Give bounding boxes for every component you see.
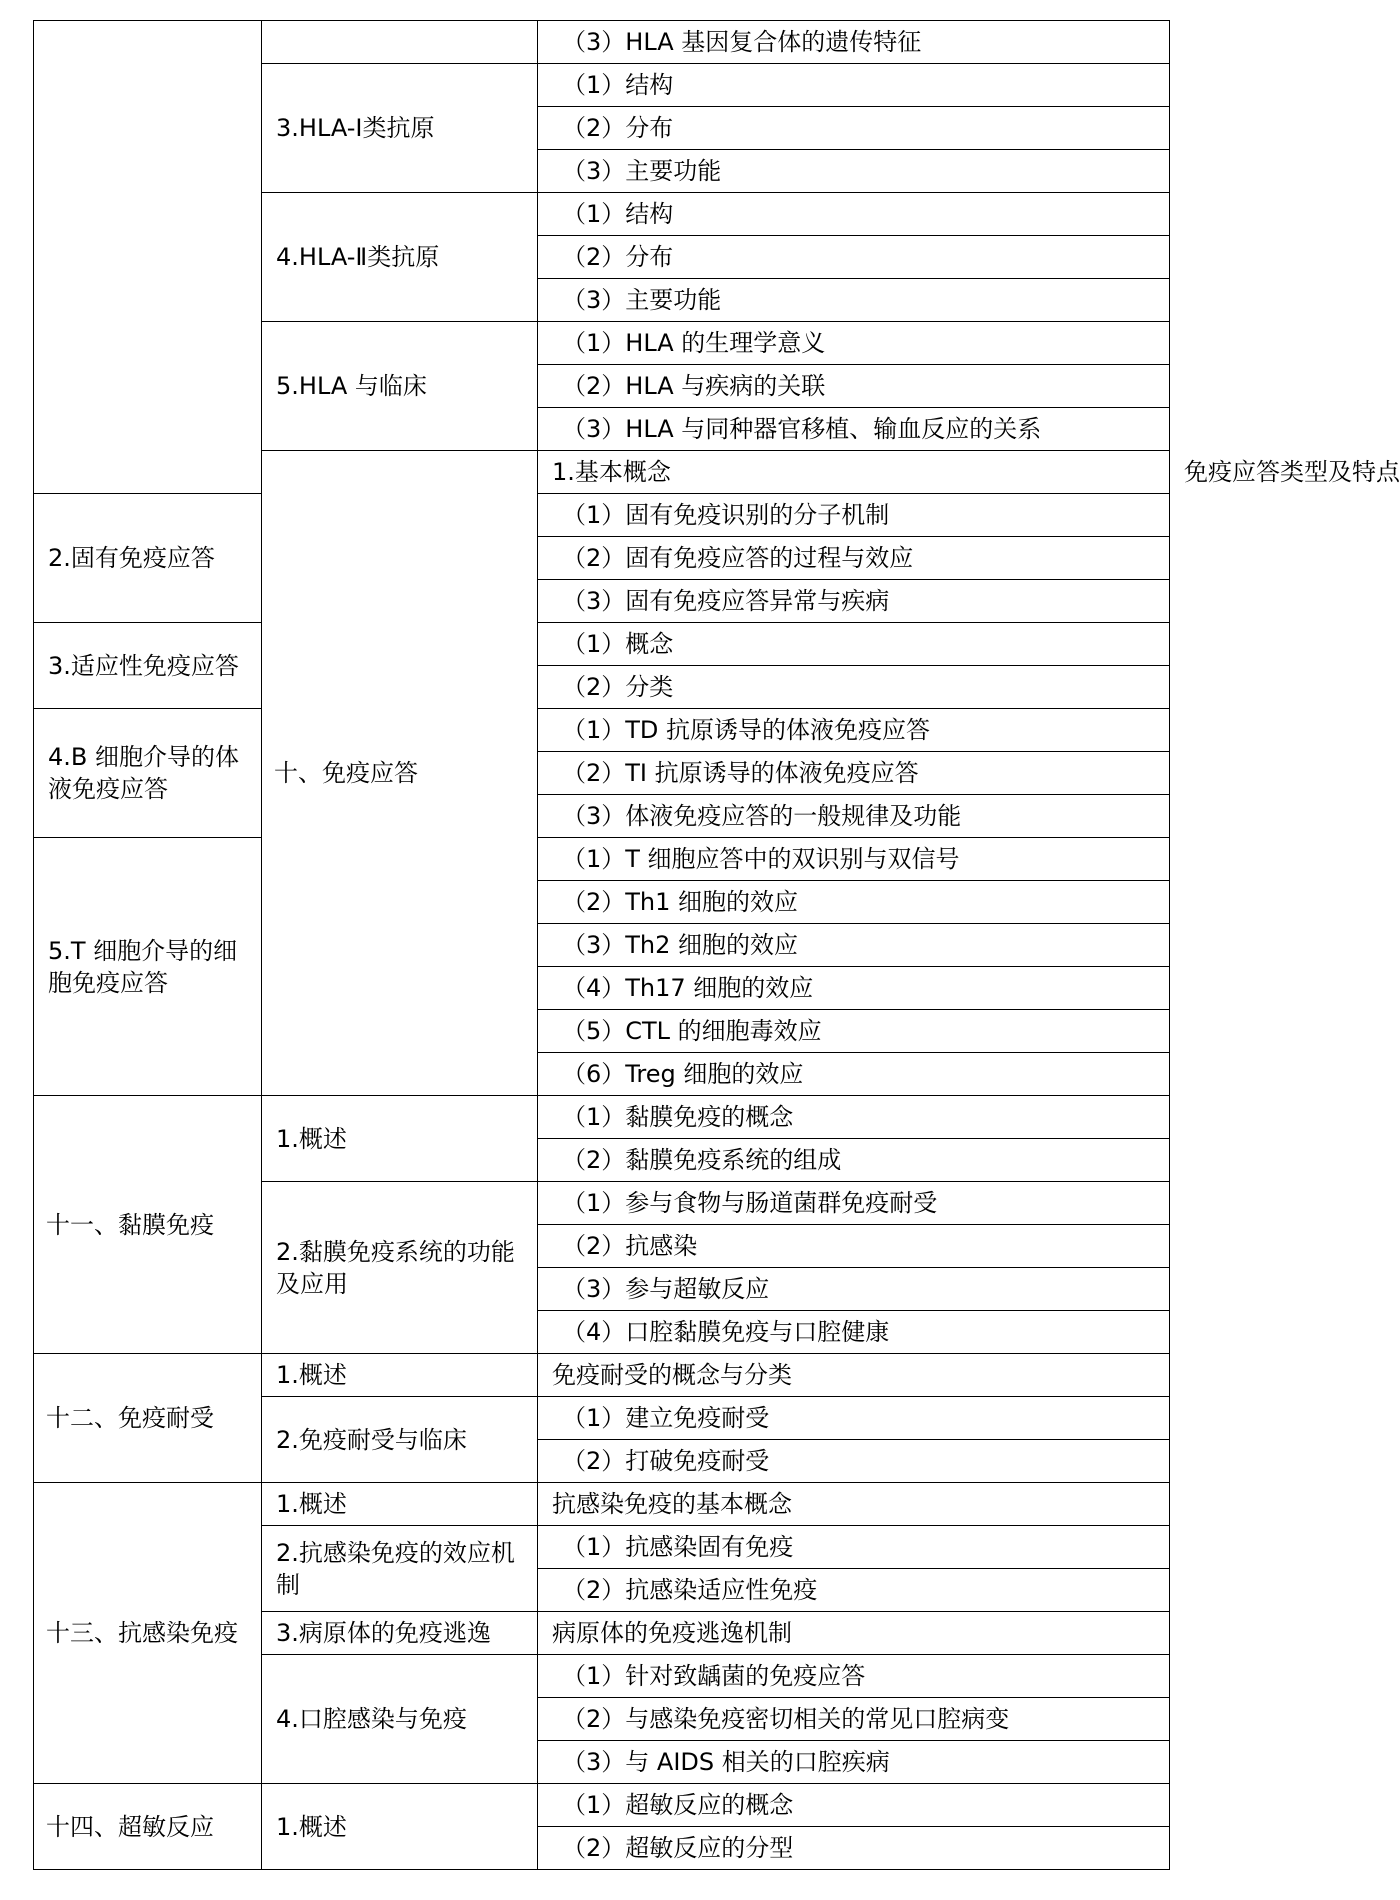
topic-cell: （1）参与食物与肠道菌群免疫耐受 — [538, 1182, 1170, 1225]
topic-cell: （2）抗感染 — [538, 1225, 1170, 1268]
unit-cell: 4.口腔感染与免疫 — [262, 1655, 538, 1784]
topic-cell: （1）黏膜免疫的概念 — [538, 1096, 1170, 1139]
topic-cell: （1）结构 — [538, 193, 1170, 236]
table-row — [34, 1784, 1170, 1827]
topic-cell: （3）HLA 与同种器官移植、输血反应的关系 — [538, 408, 1170, 451]
unit-cell: 1.概述 — [262, 1483, 538, 1526]
topic-cell: 免疫耐受的概念与分类 — [538, 1354, 1170, 1397]
chapter-cell: 十三、抗感染免疫 — [34, 1483, 262, 1784]
table-row — [34, 623, 1170, 666]
topic-cell: （3）与 AIDS 相关的口腔疾病 — [538, 1741, 1170, 1784]
topic-cell: （3）Th2 细胞的效应 — [538, 924, 1170, 967]
table-row — [34, 838, 1170, 881]
chapter-cell: 十二、免疫耐受 — [34, 1354, 262, 1483]
unit-cell: 4.HLA-Ⅱ类抗原 — [262, 193, 538, 322]
topic-cell: （2）固有免疫应答的过程与效应 — [538, 537, 1170, 580]
topic-cell: （3）固有免疫应答异常与疾病 — [538, 580, 1170, 623]
unit-cell: 2.固有免疫应答 — [34, 494, 262, 623]
topic-cell: （2）分类 — [538, 666, 1170, 709]
topic-cell: （1）结构 — [538, 64, 1170, 107]
topic-cell: （3）体液免疫应答的一般规律及功能 — [538, 795, 1170, 838]
topic-cell: （2）超敏反应的分型 — [538, 1827, 1170, 1870]
topic-cell: （4）口腔黏膜免疫与口腔健康 — [538, 1311, 1170, 1354]
table-row — [34, 1483, 1170, 1526]
unit-cell: 2.免疫耐受与临床 — [262, 1397, 538, 1483]
topic-cell: （1）概念 — [538, 623, 1170, 666]
topic-cell: （2）Th1 细胞的效应 — [538, 881, 1170, 924]
topic-cell: （2）抗感染适应性免疫 — [538, 1569, 1170, 1612]
topic-cell: （2）黏膜免疫系统的组成 — [538, 1139, 1170, 1182]
topic-cell: 病原体的免疫逃逸机制 — [538, 1612, 1170, 1655]
topic-cell: （1）抗感染固有免疫 — [538, 1526, 1170, 1569]
unit-cell — [262, 21, 538, 64]
unit-cell: 5.HLA 与临床 — [262, 322, 538, 451]
topic-cell: （3）主要功能 — [538, 150, 1170, 193]
topic-cell: （1）超敏反应的概念 — [538, 1784, 1170, 1827]
topic-cell: （5）CTL 的细胞毒效应 — [538, 1010, 1170, 1053]
topic-cell: （2）分布 — [538, 107, 1170, 150]
topic-cell: （2）打破免疫耐受 — [538, 1440, 1170, 1483]
unit-cell: 2.黏膜免疫系统的功能及应用 — [262, 1182, 538, 1354]
table-body — [34, 21, 1400, 1870]
unit-cell: 3.病原体的免疫逃逸 — [262, 1612, 538, 1655]
unit-cell: 5.T 细胞介导的细胞免疫应答 — [34, 838, 262, 1096]
unit-cell: 1.概述 — [262, 1354, 538, 1397]
topic-cell: （2）分布 — [538, 236, 1170, 279]
syllabus-table — [33, 20, 1400, 1870]
topic-cell: （1）TD 抗原诱导的体液免疫应答 — [538, 709, 1170, 752]
table-row: 十、免疫应答 1.基本概念 免疫应答类型及特点 — [34, 451, 1170, 494]
chapter-cell: 十一、黏膜免疫 — [34, 1096, 262, 1354]
topic-cell: （3）HLA 基因复合体的遗传特征 — [538, 21, 1170, 64]
chapter-cell: 十、免疫应答 — [262, 451, 538, 1096]
topic-cell: （2）与感染免疫密切相关的常见口腔病变 — [538, 1698, 1170, 1741]
unit-cell: 1.概述 — [262, 1784, 538, 1870]
table-row — [34, 709, 1170, 752]
unit-cell: 4.B 细胞介导的体液免疫应答 — [34, 709, 262, 838]
table-row — [34, 1096, 1170, 1139]
table-row — [34, 21, 1170, 64]
unit-cell: 2.抗感染免疫的效应机制 — [262, 1526, 538, 1612]
table-row — [34, 1354, 1170, 1397]
chapter-cell — [34, 21, 262, 494]
topic-cell: （1）T 细胞应答中的双识别与双信号 — [538, 838, 1170, 881]
topic-cell: （1）针对致龋菌的免疫应答 — [538, 1655, 1170, 1698]
table-row — [34, 494, 1170, 537]
topic-cell: （3）主要功能 — [538, 279, 1170, 322]
topic-cell: （4）Th17 细胞的效应 — [538, 967, 1170, 1010]
unit-cell: 3.适应性免疫应答 — [34, 623, 262, 709]
topic-cell: （6）Treg 细胞的效应 — [538, 1053, 1170, 1096]
topic-cell: 抗感染免疫的基本概念 — [538, 1483, 1170, 1526]
chapter-cell: 十四、超敏反应 — [34, 1784, 262, 1870]
topic-cell: （1）建立免疫耐受 — [538, 1397, 1170, 1440]
topic-cell: （2）HLA 与疾病的关联 — [538, 365, 1170, 408]
topic-cell: （3）参与超敏反应 — [538, 1268, 1170, 1311]
unit-cell: 1.概述 — [262, 1096, 538, 1182]
topic-cell: （1）HLA 的生理学意义 — [538, 322, 1170, 365]
unit-cell: 3.HLA-Ⅰ类抗原 — [262, 64, 538, 193]
unit-cell: 1.基本概念 — [538, 451, 1170, 494]
topic-cell: （2）TI 抗原诱导的体液免疫应答 — [538, 752, 1170, 795]
topic-cell: （1）固有免疫识别的分子机制 — [538, 494, 1170, 537]
